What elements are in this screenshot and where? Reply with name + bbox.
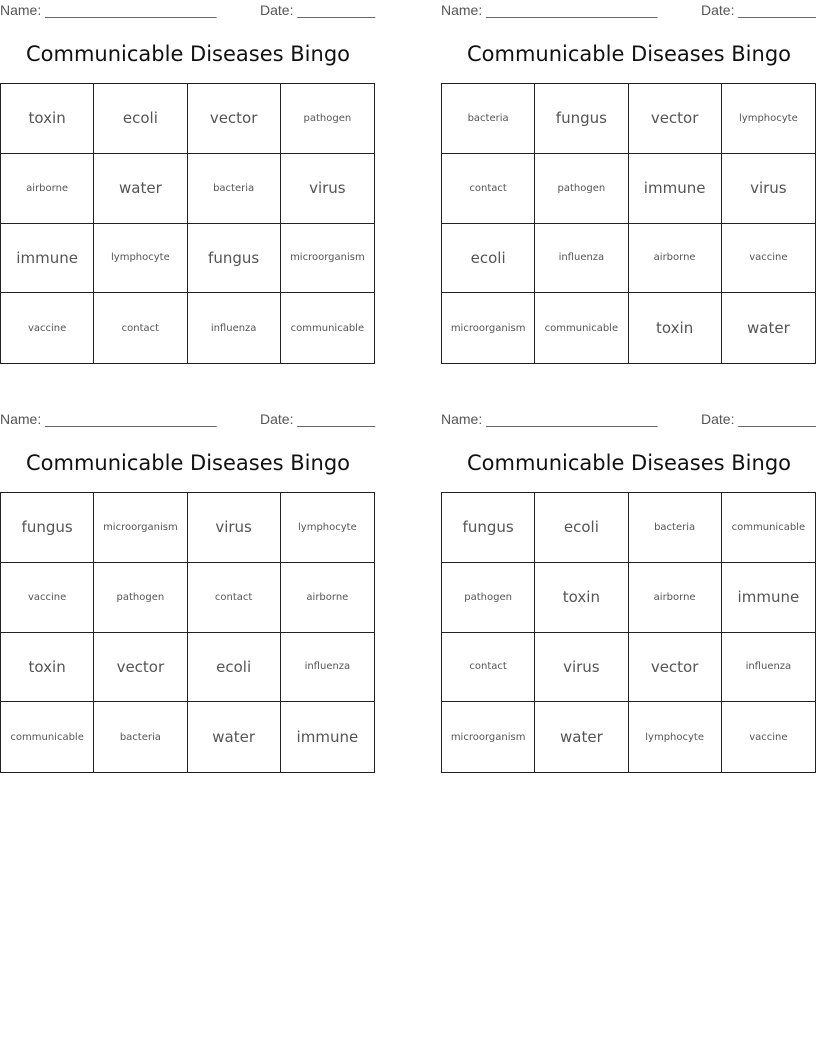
- name-field[interactable]: Name: ______________________: [441, 2, 658, 18]
- bingo-cell[interactable]: pathogen: [94, 563, 187, 633]
- bingo-cell[interactable]: ecoli: [442, 224, 535, 294]
- bingo-grid: [0, 83, 375, 364]
- bingo-cell[interactable]: vector: [94, 633, 187, 703]
- bingo-cell[interactable]: lymphocyte: [629, 702, 722, 772]
- date-field[interactable]: Date: __________: [701, 2, 816, 18]
- bingo-cell[interactable]: microorganism: [442, 702, 535, 772]
- bingo-cell[interactable]: ecoli: [188, 633, 281, 703]
- bingo-cell[interactable]: bacteria: [442, 84, 535, 154]
- bingo-cell[interactable]: pathogen: [281, 84, 374, 154]
- bingo-cell[interactable]: microorganism: [94, 493, 187, 563]
- bingo-cell[interactable]: virus: [188, 493, 281, 563]
- bingo-cell[interactable]: immune: [1, 224, 94, 294]
- bingo-cell[interactable]: contact: [94, 293, 187, 363]
- bingo-cell[interactable]: fungus: [188, 224, 281, 294]
- bingo-cell[interactable]: toxin: [535, 563, 628, 633]
- bingo-cell[interactable]: water: [535, 702, 628, 772]
- bingo-cell[interactable]: microorganism: [442, 293, 535, 363]
- bingo-cell[interactable]: communicable: [1, 702, 94, 772]
- bingo-cell[interactable]: contact: [442, 154, 535, 224]
- bingo-cell[interactable]: vaccine: [749, 731, 788, 743]
- bingo-cell[interactable]: virus: [722, 154, 815, 224]
- bingo-cell[interactable]: contact: [188, 563, 281, 633]
- bingo-cell[interactable]: virus: [535, 633, 628, 703]
- bingo-cell[interactable]: vaccine: [1, 293, 94, 363]
- bingo-cell[interactable]: fungus: [535, 84, 628, 154]
- bingo-cell[interactable]: water: [747, 319, 790, 338]
- bingo-cell[interactable]: toxin: [1, 633, 94, 703]
- bingo-cell[interactable]: toxin: [1, 84, 94, 154]
- name-field[interactable]: Name: ______________________: [0, 411, 217, 427]
- bingo-cell[interactable]: communicable: [535, 293, 628, 363]
- bingo-cell[interactable]: communicable: [290, 322, 365, 334]
- name-field[interactable]: Name: ______________________: [0, 2, 217, 18]
- bingo-cell[interactable]: bacteria: [94, 702, 187, 772]
- bingo-cell[interactable]: lymphocyte: [94, 224, 187, 294]
- bingo-cell[interactable]: ecoli: [535, 493, 628, 563]
- card-title: Communicable Diseases Bingo: [26, 42, 350, 66]
- name-date-line: [0, 411, 376, 429]
- bingo-cell[interactable]: ecoli: [94, 84, 187, 154]
- bingo-cell[interactable]: fungus: [1, 493, 94, 563]
- bingo-cell[interactable]: immune: [296, 728, 359, 747]
- date-field[interactable]: Date: __________: [260, 411, 376, 427]
- card-title: Communicable Diseases Bingo: [26, 451, 350, 475]
- bingo-grid: [0, 492, 375, 773]
- bingo-cell[interactable]: airborne: [629, 563, 722, 633]
- name-date-line: [0, 2, 376, 20]
- name-date-line: [441, 2, 816, 20]
- bingo-cell[interactable]: influenza: [281, 633, 374, 703]
- name-date-line: [441, 411, 816, 429]
- bingo-cell[interactable]: lymphocyte: [722, 84, 815, 154]
- bingo-cell[interactable]: influenza: [188, 293, 281, 363]
- bingo-cell[interactable]: influenza: [535, 224, 628, 294]
- bingo-cell[interactable]: toxin: [629, 293, 722, 363]
- bingo-cell[interactable]: immune: [722, 563, 815, 633]
- bingo-cell[interactable]: airborne: [281, 563, 374, 633]
- bingo-cell[interactable]: vector: [629, 633, 722, 703]
- bingo-cell[interactable]: contact: [442, 633, 535, 703]
- bingo-cell[interactable]: vector: [188, 84, 281, 154]
- bingo-cell[interactable]: influenza: [722, 633, 815, 703]
- bingo-cell[interactable]: pathogen: [442, 563, 535, 633]
- bingo-cell[interactable]: bacteria: [188, 154, 281, 224]
- bingo-cell[interactable]: water: [188, 702, 281, 772]
- name-field[interactable]: Name: ______________________: [441, 411, 658, 427]
- bingo-grid: [441, 492, 816, 773]
- bingo-cell[interactable]: bacteria: [629, 493, 722, 563]
- bingo-cell[interactable]: airborne: [629, 224, 722, 294]
- bingo-cell[interactable]: pathogen: [535, 154, 628, 224]
- bingo-cell[interactable]: water: [94, 154, 187, 224]
- bingo-cell[interactable]: vector: [629, 84, 722, 154]
- card-title: Communicable Diseases Bingo: [467, 42, 791, 66]
- bingo-cell[interactable]: virus: [281, 154, 374, 224]
- card-title: Communicable Diseases Bingo: [467, 451, 791, 475]
- bingo-cell[interactable]: microorganism: [281, 224, 374, 294]
- date-field[interactable]: Date: __________: [260, 2, 376, 18]
- bingo-cell[interactable]: airborne: [1, 154, 94, 224]
- bingo-cell[interactable]: immune: [629, 154, 722, 224]
- bingo-cell[interactable]: vaccine: [1, 563, 94, 633]
- bingo-grid: [441, 83, 816, 364]
- date-field[interactable]: Date: __________: [701, 411, 816, 427]
- bingo-cell[interactable]: lymphocyte: [281, 493, 374, 563]
- bingo-cell[interactable]: fungus: [442, 493, 535, 563]
- bingo-cell[interactable]: vaccine: [722, 224, 815, 294]
- bingo-cell[interactable]: communicable: [722, 493, 815, 563]
